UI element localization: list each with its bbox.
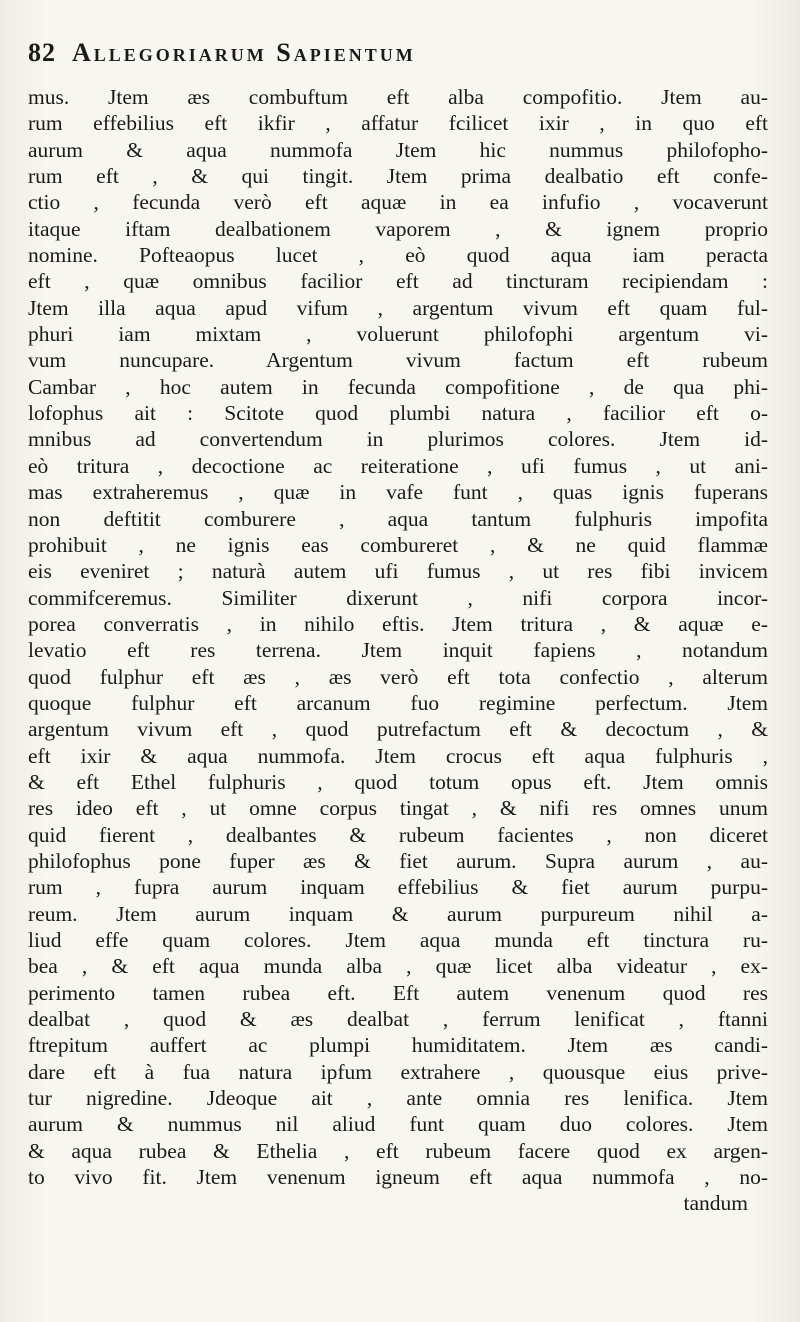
- text-line: prohibuit , ne ignis eas combureret , & ne quid flammæ: [28, 532, 768, 557]
- text-line: philofophus pone fuper æs & fiet aurum. Supra aurum , au-: [28, 848, 768, 873]
- text-line: eft , quæ omnibus facilior eft ad tincturam recipiendam :: [28, 269, 768, 294]
- text-line: commifceremus. Similiter dixerunt , nifi corpora incor-: [28, 585, 768, 610]
- page-header: [28, 38, 768, 74]
- text-line: mnibus ad convertendum in plurimos colores. Jtem id-: [28, 427, 768, 452]
- text-line: rum eft , & qui tingit. Jtem prima dealbatio eft confe-: [28, 164, 768, 189]
- text-line: dealbat , quod & æs dealbat , ferrum lenificat , ftanni: [28, 1007, 768, 1032]
- text-line: reum. Jtem aurum inquam & aurum purpureum nihil a-: [28, 901, 768, 926]
- text-line: quoque fulphur eft arcanum fuo regimine perfectum. Jtem: [28, 690, 768, 715]
- text-line: mas extraheremus , quæ in vafe funt , quas ignis fuperans: [28, 480, 768, 505]
- text-line: ftrepitum auffert ac plumpi humiditatem. Jtem æs candi-: [28, 1033, 768, 1058]
- text-line: mus. Jtem æs combuftum eft alba compofitio. Jtem au-: [28, 85, 768, 109]
- text-line: phuri iam mixtam , voluerunt philofophi argentum vi-: [28, 322, 768, 347]
- text-line: quid fierent , dealbantes & rubeum facientes , non diceret: [28, 822, 768, 847]
- text-line: to vivo fit. Jtem venenum igneum eft aqua nummofa , no-: [28, 1165, 768, 1190]
- text-line: vum nuncupare. Argentum vivum factum eft rubeum: [28, 348, 768, 373]
- text-line: & aqua rubea & Ethelia , eft rubeum facere quod ex argen-: [28, 1138, 768, 1163]
- text-line: rum , fupra aurum inquam effebilius & fiet aurum purpu-: [28, 875, 768, 900]
- text-line: eis eveniret ; naturà autem ufi fumus , ut res fibi invicem: [28, 559, 768, 584]
- text-line: res ideo eft , ut omne corpus tingat , & nifi res omnes unum: [28, 796, 768, 821]
- text-line: bea , & eft aqua munda alba , quæ licet alba videatur , ex-: [28, 954, 768, 979]
- text-line: liud effe quam colores. Jtem aqua munda eft tinctura ru-: [28, 928, 768, 952]
- text-line: perimento tamen rubea eft. Eft autem venenum quod res: [28, 980, 768, 1005]
- text-line: itaque iftam dealbationem vaporem , & ignem proprio: [28, 216, 768, 241]
- text-line: tur nigredine. Jdeoque ait , ante omnia res lenifica. Jtem: [28, 1086, 768, 1111]
- text-line: dare eft à fua natura ipfum extrahere , quousque eius prive-: [28, 1059, 768, 1084]
- text-line: Cambar , hoc autem in fecunda compofitione , de qua phi-: [28, 374, 768, 399]
- body-text: [28, 84, 768, 1217]
- running-title: Allegoriarum Sapientum: [72, 38, 416, 67]
- text-line: tandum: [683, 1191, 748, 1216]
- text-line: ctio , fecunda verò eft aquæ in ea infufio , vocaverunt: [28, 190, 768, 215]
- text-line: eò tritura , decoctione ac reiteratione , ufi fumus , ut ani-: [28, 453, 768, 478]
- text-line: levatio eft res terrena. Jtem inquit fapiens , notandum: [28, 638, 768, 663]
- text-line: & eft Ethel fulphuris , quod totum opus eft. Jtem omnis: [28, 769, 768, 794]
- page-number: 82: [28, 38, 56, 67]
- text-line: eft ixir & aqua nummofa. Jtem crocus eft aqua fulphuris ,: [28, 743, 768, 768]
- text-line: Jtem illa aqua apud vifum , argentum vivum eft quam ful-: [28, 295, 768, 320]
- text-line: quod fulphur eft æs , æs verò eft tota confectio , alterum: [28, 664, 768, 689]
- text-line: rum effebilius eft ikfir , affatur fcilicet ixir , in quo eft: [28, 111, 768, 136]
- text-line: aurum & aqua nummofa Jtem hic nummus philofopho-: [28, 137, 768, 162]
- text-line: porea converratis , in nihilo eftis. Jtem tritura , & aquæ e-: [28, 611, 768, 636]
- text-line: aurum & nummus nil aliud funt quam duo colores. Jtem: [28, 1112, 768, 1137]
- text-line: nomine. Pofteaopus lucet , eò quod aqua iam peracta: [28, 243, 768, 268]
- text-line: non deftitit comburere , aqua tantum fulphuris impofita: [28, 506, 768, 531]
- text-line: lofophus ait : Scitote quod plumbi natura , facilior eft o-: [28, 401, 768, 426]
- text-line: argentum vivum eft , quod putrefactum eft & decoctum , &: [28, 717, 768, 742]
